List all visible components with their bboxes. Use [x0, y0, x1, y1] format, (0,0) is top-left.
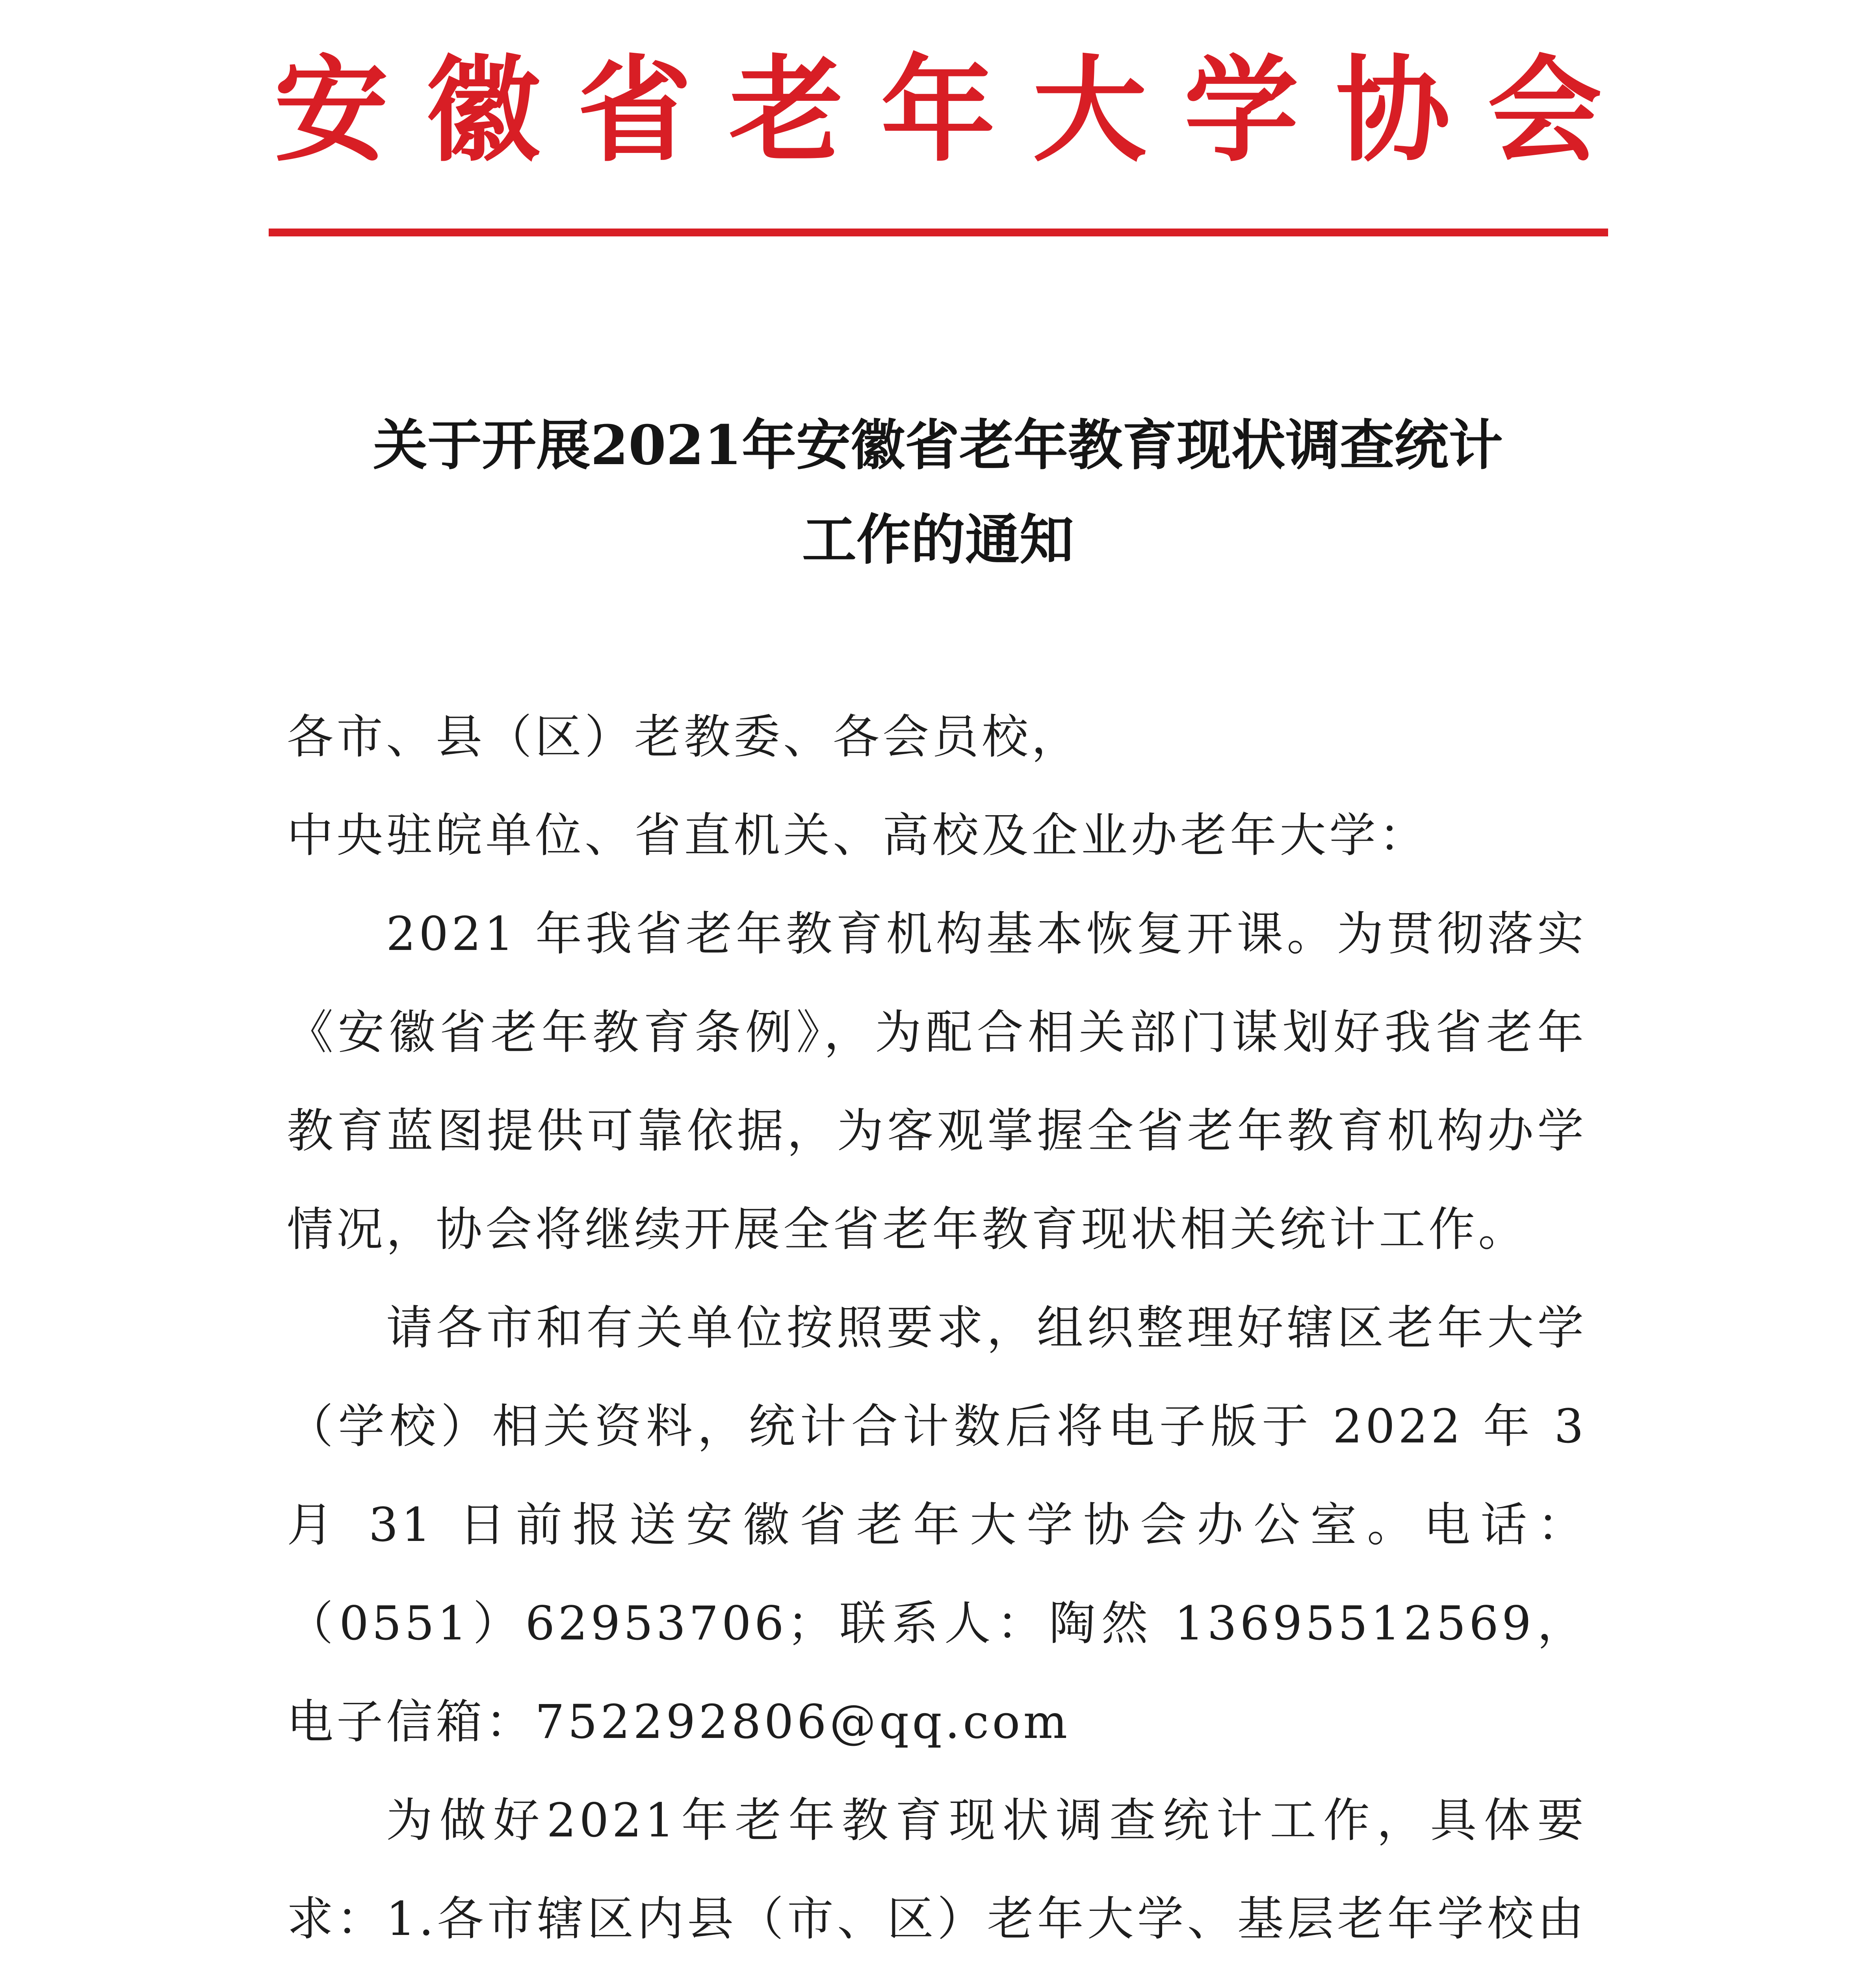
letterhead-red-rule	[269, 229, 1608, 236]
document-title-line-2: 工作的通知	[802, 507, 1074, 572]
paragraph-2	[287, 1279, 1587, 1771]
paragraph-3-text: 为做好2021年老年教育现状调查统计工作，具体要求：	[287, 1793, 1587, 1946]
paragraph-4	[287, 1870, 1587, 1970]
addressee-line-2-text: 中央驻皖单位、省直机关、高校及企业办老年大学：	[287, 808, 1429, 862]
addressee-line-2	[287, 786, 1587, 885]
paragraph-1	[287, 885, 1587, 1279]
paragraph-2-text: 请各市和有关单位按照要求，组织整理好辖区老年大学（学校）相关资料，统计合计数后将电子版于 2022 年 3 月 31 日前报送安徽省老年大学协会办公室。电话：（0551）62953706；联系人：陶然 13695512569，电子信箱：752292806@qq.com	[287, 1301, 1587, 1749]
addressee-line-1-text: 各市、县（区）老教委、各会员校，	[287, 710, 1081, 764]
document-title-line-1: 关于开展2021年安徽省老年教育现状调查统计	[373, 413, 1503, 477]
addressee-line-1	[287, 688, 1587, 786]
letterhead-organization-name: 安徽省老年大学协会	[274, 43, 1639, 177]
paragraph-1-text: 2021 年我省老年教育机构基本恢复开课。为贯彻落实《安徽省老年教育条例》，为配合相关部门谋划好我省老年教育蓝图提供可靠依据，为客观掌握全省老年教育机构办学情况，协会将继续开展全省老年教育现状相关统计工作。	[287, 907, 1587, 1256]
paragraph-4-text: 1.各市辖区内县（市、区）老年大学、基层老年学校由	[386, 1892, 1587, 1946]
